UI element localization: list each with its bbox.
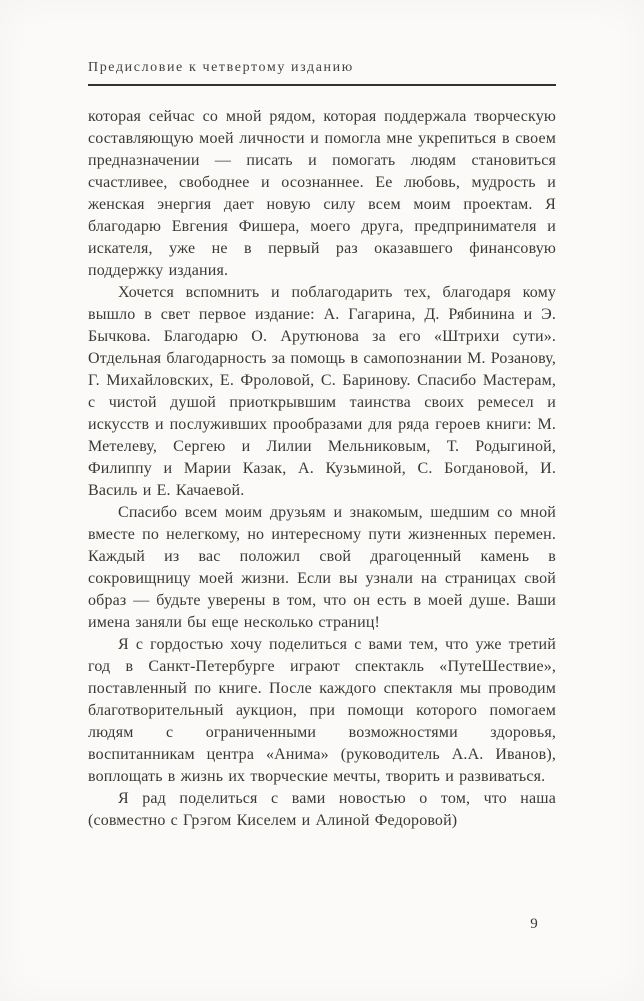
paragraph-continuation: которая сейчас со мной рядом, которая поддержала творческую составляющую моей личности и помогла мне укрепиться в своем предназначении — писать и помогать людям становиться счастливее, свободнее и осознаннее. Ее любовь, мудрость и женская энергия дает новую силу всем моим проектам. Я благодарю Евгения Фишера, моего друга, предпринимателя и искателя, уже не в первый раз оказавшего финансовую поддержку издания. <box>88 108 556 279</box>
paragraph-friends: Спасибо всем моим друзьям и знакомым, шедшим со мной вместе по нелегкому, но интересному пути жизненных перемен. Каждый из вас положил свой драгоценный камень в сокровищницу моей жизни. Если вы узнали на страницах свой образ — будьте уверены в том, что он есть в моей душе. Ваши имена заняли бы еще несколько страниц! <box>88 504 556 631</box>
paragraph-news: Я рад поделиться с вами новостью о том, что наша (совместно с Грэгом Киселем и Алиной Федоровой) <box>88 790 556 829</box>
header-rule <box>88 84 556 86</box>
page-header <box>88 60 556 86</box>
body-text <box>88 106 556 832</box>
paragraph-play: Я с гордостью хочу поделиться с вами тем, что уже третий год в Санкт-Петербурге играют спектакль «ПутеШествие», поставленный по книге. После каждого спектакля мы проводим благотворительный аукцион, при помощи которого помогаем людям с ограниченными возможностями здоровья, воспитанникам центра «Анима» (руководитель А.А. Иванов), воплощать в жизнь их творческие мечты, творить и развиваться. <box>88 636 556 785</box>
page-number: 9 <box>530 916 538 932</box>
paragraph-acknowledgements: Хочется вспомнить и поблагодарить тех, благодаря кому вышло в свет первое издание: А. Гагарина, Д. Рябинина и Э. Бычкова. Благодарю О. Арутюнова за его «Штрихи сути». Отдельная благодарность за помощь в самопознании М. Розанову, Г. Михайловских, Е. Фроловой, С. Баринову. Спасибо Мастерам, с чистой душой приоткрывшим таинства своих ремесел и искусств и послуживших прообразами для ряда героев книги: М. Метелеву, Сергею и Лилии Мельниковым, Т. Родыгиной, Филиппу и Марии Казак, А. Кузьминой, С. Богдановой, И. Василь и Е. Качаевой. <box>88 284 557 499</box>
running-header-title: Предисловие к четвертому изданию <box>88 60 354 75</box>
